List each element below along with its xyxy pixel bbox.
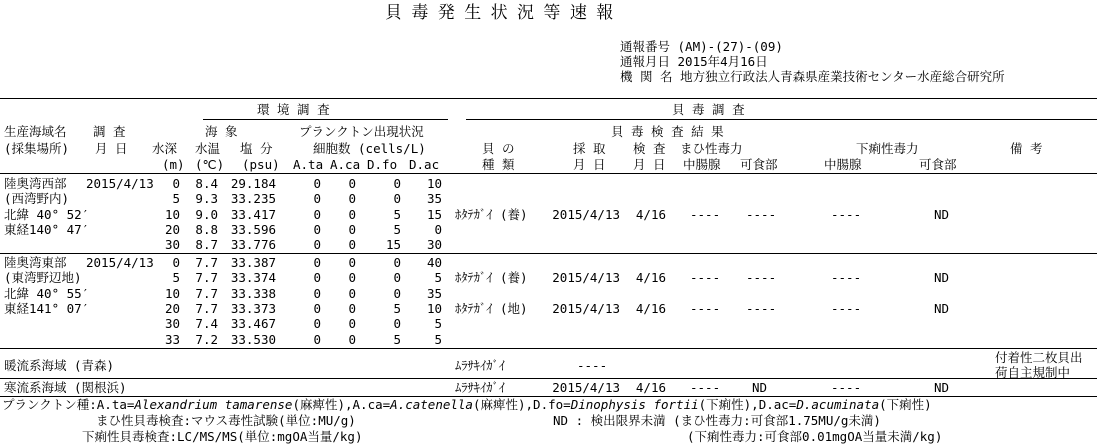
measurement-cell: 7.4 [195, 316, 218, 332]
dfo-header: D.fo [367, 157, 398, 172]
cells-header: 細胞数 (cells/L) [313, 141, 426, 156]
station-name-line: (西湾野内) [4, 191, 70, 207]
psp-gland-value: ---- [690, 300, 721, 316]
survey-date-header: 月 日 [95, 141, 128, 156]
measurement-cell: 35 [426, 285, 442, 301]
measurement-cell: 0 [348, 270, 356, 286]
result-header: 貝 毒 検 査 結 果 [611, 124, 724, 139]
measurement-cell: 29.184 [230, 176, 276, 191]
test-date: 4/16 [635, 300, 666, 316]
area-sub-header: (採集場所) [4, 141, 70, 156]
measurement-cell: 33.596 [230, 221, 276, 237]
dsp-edible-value: ND [934, 270, 950, 286]
warm-area-name: 暖流系海域 (青森) [4, 358, 115, 373]
salinity-header: 塩 分 [240, 141, 273, 156]
psp-gland-header: 中腸腺 [683, 157, 721, 172]
measurement-cell: 33 [164, 331, 180, 347]
report-title: 貝 毒 発 生 状 況 等 速 報 [385, 3, 616, 23]
measurement-cell: 15 [385, 237, 401, 253]
test-date: 4/16 [635, 270, 666, 286]
cold-dsp-gland: ---- [831, 380, 862, 395]
measurement-cell: 33.776 [230, 237, 276, 253]
measurement-cell: 8.8 [195, 221, 218, 237]
measurement-cell: 20 [164, 300, 180, 316]
cold-area-name: 寒流系海域 (関根浜) [4, 380, 127, 395]
measurement-cell: 7.7 [195, 270, 218, 286]
toxin-rule [466, 119, 1097, 120]
measurement-cell: 8.4 [195, 176, 218, 191]
test-date: 4/16 [635, 206, 666, 222]
measurement-cell: 33.373 [230, 300, 276, 316]
measurement-cell: 10 [164, 206, 180, 222]
measurement-cell: 5 [434, 331, 442, 347]
dac-header: D.ac [409, 157, 440, 172]
shell-type: ﾎﾀﾃｶﾞｲ (養) [455, 206, 528, 222]
shell-type: ﾎﾀﾃｶﾞｲ (地) [455, 300, 528, 316]
measurement-cell: 30 [426, 237, 442, 253]
measurement-cell: 9.0 [195, 206, 218, 222]
measurement-cell: 0 [393, 176, 401, 191]
measurement-cell: 0 [348, 191, 356, 207]
measurement-cell: 40 [426, 255, 442, 270]
measurement-cell: 0 [172, 255, 180, 270]
test-sub-header: 月 日 [633, 157, 666, 172]
sample-date: 2015/4/13 [552, 206, 620, 222]
measurement-cell: 0 [348, 300, 356, 316]
sea-header: 海 象 [205, 124, 238, 139]
measurement-cell: 0 [348, 285, 356, 301]
measurement-cell: 35 [426, 191, 442, 207]
toxin-survey-heading: 貝 毒 調 査 [672, 102, 745, 117]
cold-shell: ﾑﾗｻｷｲｶﾞｲ [455, 380, 506, 395]
station-name-line: 東経140° 47′ [4, 221, 90, 237]
dsp-header: 下痢性毒力 [856, 141, 919, 156]
measurement-cell: 10 [426, 176, 442, 191]
psp-edible-header: 可食部 [740, 157, 778, 172]
measurement-cell: 0 [348, 206, 356, 222]
sampling-sub-header: 月 日 [573, 157, 606, 172]
measurement-cell: 5 [393, 206, 401, 222]
measurement-cell: 0 [313, 316, 321, 332]
station-name-line: 北緯 40° 55′ [4, 285, 90, 301]
measurement-cell: 33.467 [230, 316, 276, 332]
measurement-cell: 0 [313, 331, 321, 347]
measurement-cell: 33.530 [230, 331, 276, 347]
measurement-cell: 0 [348, 176, 356, 191]
report-number: 通報番号 (AM)-(27)-(09) [620, 39, 783, 54]
measurement-cell: 5 [434, 316, 442, 332]
measurement-cell: 30 [164, 237, 180, 253]
nd-note-2: (下痢性毒力:可食部0.01mgOA当量未満/kg) [687, 429, 943, 444]
measurement-cell: 0 [348, 237, 356, 253]
sample-date: 2015/4/13 [552, 270, 620, 286]
dsp-gland-value: ---- [831, 206, 862, 222]
measurement-cell: 15 [426, 206, 442, 222]
measurement-cell: 0 [172, 176, 180, 191]
measurement-cell: 0 [393, 270, 401, 286]
aca-header: A.ca [330, 157, 361, 172]
dsp-gland-value: ---- [831, 300, 862, 316]
warm-remark-1: 付着性二枚貝出 [995, 350, 1083, 365]
area-name-header: 生産海域名 [4, 124, 67, 139]
measurement-cell: 0 [434, 221, 442, 237]
measurement-cell: 8.7 [195, 237, 218, 253]
measurement-cell: 0 [313, 191, 321, 207]
nd-note: ND : 検出限界未満 (まひ性毒力:可食部1.75MU/g未満) [553, 413, 881, 428]
station1-rule [0, 253, 1097, 254]
dsp-gland-value: ---- [831, 270, 862, 286]
cold-psp-gland: ---- [690, 380, 721, 395]
station-survey-date: 2015/4/13 [86, 255, 154, 270]
station-survey-date: 2015/4/13 [86, 176, 154, 191]
measurement-cell: 33.387 [230, 255, 276, 270]
measurement-cell: 5 [172, 270, 180, 286]
station-name-line: (東湾野辺地) [4, 270, 82, 286]
measurement-cell: 0 [313, 221, 321, 237]
warm-sample-date: ---- [577, 358, 608, 373]
test-header: 検 査 [633, 141, 666, 156]
measurement-cell: 0 [313, 270, 321, 286]
psp-edible-value: ---- [746, 300, 777, 316]
measurement-cell: 0 [348, 331, 356, 347]
measurement-cell: 5 [172, 191, 180, 207]
depth-header: 水深 [152, 141, 178, 156]
measurement-cell: 0 [393, 191, 401, 207]
salinity-unit: (psu) [242, 157, 280, 172]
report-organization: 機 関 名 地方独立行政法人青森県産業技術センター水産総合研究所 [620, 69, 1005, 84]
top-rule [0, 98, 1097, 99]
cold-test-date: 4/16 [635, 380, 666, 395]
station-name-line: 東経141° 07′ [4, 300, 90, 316]
shell-type: ﾎﾀﾃｶﾞｲ (養) [455, 270, 528, 286]
dsp-edible-value: ND [934, 206, 950, 222]
dsp-method-note: 下痢性貝毒検査:LC/MS/MS(単位:mgOA当量/kg) [82, 429, 363, 444]
warm-rule [0, 378, 1097, 379]
measurement-cell: 10 [164, 285, 180, 301]
psp-gland-value: ---- [690, 206, 721, 222]
measurement-cell: 0 [313, 255, 321, 270]
dsp-gland-header: 中腸腺 [824, 157, 862, 172]
warm-remark-2: 荷自主規制中 [995, 365, 1071, 380]
measurement-cell: 7.2 [195, 331, 218, 347]
psp-edible-value: ---- [746, 270, 777, 286]
env-rule [203, 119, 448, 120]
psp-method-note: まひ性貝毒検査:マウス毒性試験(単位:MU/g) [96, 413, 356, 428]
measurement-cell: 0 [393, 255, 401, 270]
measurement-cell: 0 [348, 316, 356, 332]
measurement-cell: 33.374 [230, 270, 276, 286]
measurement-cell: 20 [164, 221, 180, 237]
remarks-header: 備 考 [1010, 141, 1043, 156]
measurement-cell: 0 [313, 176, 321, 191]
measurement-cell: 0 [313, 206, 321, 222]
cold-dsp-edible: ND [934, 380, 950, 395]
measurement-cell: 0 [313, 237, 321, 253]
measurement-cell: 5 [393, 221, 401, 237]
station2-rule [0, 348, 1097, 349]
report-date: 通報月日 2015年4月16日 [620, 54, 768, 69]
cold-sample-date: 2015/4/13 [552, 380, 620, 395]
measurement-cell: 7.7 [195, 300, 218, 316]
plankton-header: プランクトン出現状況 [299, 124, 424, 139]
measurement-cell: 0 [393, 285, 401, 301]
shell-sub-header: 種 類 [482, 157, 515, 172]
measurement-cell: 9.3 [195, 191, 218, 207]
dsp-edible-header: 可食部 [919, 157, 957, 172]
shell-header: 貝 の [482, 141, 515, 156]
measurement-cell: 5 [393, 300, 401, 316]
measurement-cell: 7.7 [195, 255, 218, 270]
plankton-note: プランクトン種:A.ta=Alexandrium tamarense(麻痺性),A.ca=A.catenella(麻痺性),D.fo=Dinophysis fortii(下痢性),D.ac=D.acuminata(下痢性) [2, 397, 932, 412]
sample-date: 2015/4/13 [552, 300, 620, 316]
cold-psp-edible: ND [752, 380, 768, 395]
temp-header: 水温 [195, 141, 221, 156]
measurement-cell: 7.7 [195, 285, 218, 301]
measurement-cell: 0 [348, 221, 356, 237]
depth-unit: (m) [162, 157, 185, 172]
station-name-line: 陸奥湾東部 [4, 255, 67, 270]
psp-gland-value: ---- [690, 270, 721, 286]
header-rule [0, 173, 1097, 174]
psp-edible-value: ---- [746, 206, 777, 222]
warm-shell: ﾑﾗｻｷｲｶﾞｲ [455, 358, 506, 373]
psp-header: まひ性毒力 [680, 141, 743, 156]
measurement-cell: 30 [164, 316, 180, 332]
measurement-cell: 0 [393, 316, 401, 332]
measurement-cell: 33.417 [230, 206, 276, 222]
measurement-cell: 0 [313, 300, 321, 316]
measurement-cell: 0 [313, 285, 321, 301]
env-survey-heading: 環 境 調 査 [257, 102, 330, 117]
ata-header: A.ta [293, 157, 324, 172]
station-name-line: 陸奥湾西部 [4, 176, 67, 191]
measurement-cell: 33.235 [230, 191, 276, 207]
measurement-cell: 5 [434, 270, 442, 286]
survey-header: 調 査 [93, 124, 126, 139]
measurement-cell: 10 [426, 300, 442, 316]
station-name-line: 北緯 40° 52′ [4, 206, 90, 222]
measurement-cell: 0 [348, 255, 356, 270]
temp-unit: (℃) [195, 157, 225, 172]
measurement-cell: 5 [393, 331, 401, 347]
dsp-edible-value: ND [934, 300, 950, 316]
sampling-header: 採 取 [573, 141, 606, 156]
measurement-cell: 33.338 [230, 285, 276, 301]
